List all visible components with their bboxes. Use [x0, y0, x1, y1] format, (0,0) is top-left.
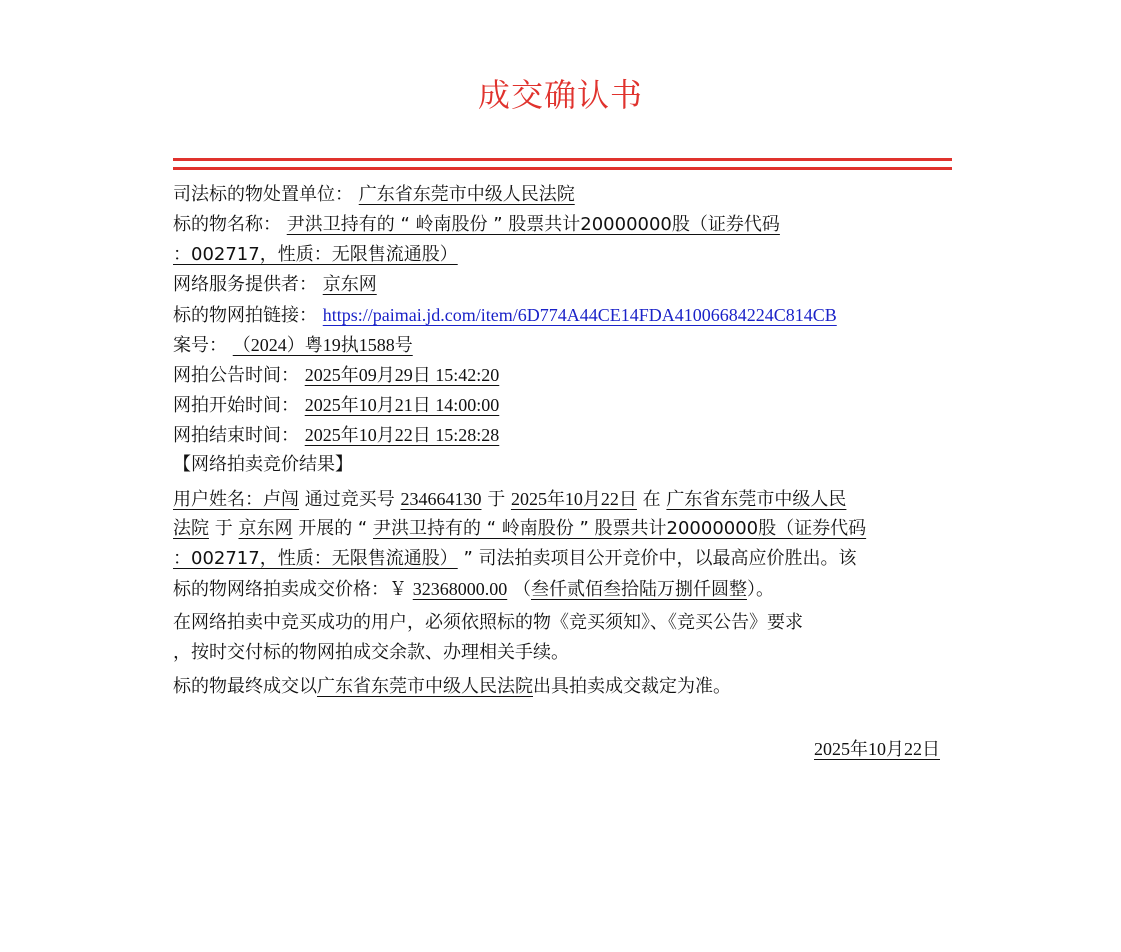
header-divider-top [173, 158, 952, 161]
result-date: 2025年10月22日 [510, 489, 637, 509]
result-court-part1: 广东省东莞市中级人民 [666, 489, 847, 510]
result-item-part1: 尹洪卫持有的 “ 岭南股份 ” 股票共计20000000股（证券代码 [372, 518, 867, 539]
final-court: 广东省东莞市中级人民法院 [317, 676, 533, 697]
result-price: 32368000.00 [412, 579, 508, 599]
announce-time-label: 网拍公告时间： [173, 365, 299, 386]
item-name-row [173, 210, 953, 240]
result-text-8: （ [512, 579, 531, 600]
provider-row [173, 270, 953, 300]
document-body [173, 180, 953, 702]
result-line-3 [173, 544, 953, 574]
result-text-2: 于 [487, 489, 506, 510]
notice-line-2: ，按时交付标的物网拍成交余款、办理相关手续。 [173, 642, 569, 663]
case-row [173, 330, 953, 360]
notice-paragraph [173, 608, 953, 668]
final-text-2: 出具拍卖成交裁定为准。 [533, 676, 731, 697]
result-line-2 [173, 514, 953, 544]
item-name-row-cont [173, 240, 953, 270]
disposal-unit-row [173, 180, 953, 210]
result-item-part2: ：002717，性质：无限售流通股） [173, 548, 458, 569]
end-time-value: 2025年10月22日 15:28:28 [304, 425, 500, 445]
link-row [173, 300, 953, 330]
result-heading: 【网络拍卖竞价结果】 [173, 454, 353, 475]
result-user: 用户姓名：卢闯 [173, 489, 299, 510]
link-label: 标的物网拍链接： [173, 305, 317, 326]
result-text-9: ）。 [746, 579, 774, 600]
document-title: 成交确认书 [477, 76, 643, 114]
result-price-words: 叁仟贰佰叁拾陆万捌仟圆整 [530, 579, 747, 600]
announce-time-value: 2025年09月29日 15:42:20 [304, 365, 500, 385]
start-time-row [173, 390, 953, 420]
case-value: （2024）粤19执1588号 [232, 335, 413, 355]
final-text-1: 标的物最终成交以 [173, 676, 317, 697]
result-text-3: 在 [642, 489, 661, 510]
end-time-row [173, 420, 953, 450]
item-name-label: 标的物名称： [173, 214, 281, 235]
provider-value: 京东网 [322, 274, 377, 295]
announce-time-row [173, 360, 953, 390]
result-text-6: ” 司法拍卖项目公开竞价中，以最高应价胜出。该 [463, 548, 857, 569]
final-statement [173, 672, 953, 702]
result-line-1 [173, 484, 953, 514]
result-line-4 [173, 574, 953, 604]
result-bid-number: 234664130 [400, 489, 482, 509]
provider-label: 网络服务提供者： [173, 274, 317, 295]
result-platform: 京东网 [238, 518, 293, 539]
end-time-label: 网拍结束时间： [173, 425, 299, 446]
disposal-unit-label: 司法标的物处置单位： [173, 184, 353, 205]
disposal-unit-value: 广东省东莞市中级人民法院 [358, 184, 575, 205]
item-name-value-line2: ：002717，性质：无限售流通股） [173, 244, 458, 265]
notice-line-1: 在网络拍卖中竞买成功的用户，必须依照标的物《竞买须知》、《竞买公告》要求 [173, 612, 803, 633]
result-court-part2: 法院 [173, 518, 209, 539]
result-text-5: 开展的 “ [298, 518, 368, 539]
result-paragraph [173, 484, 953, 604]
result-text-7: 标的物网络拍卖成交价格：￥ [173, 579, 407, 600]
start-time-value: 2025年10月21日 14:00:00 [304, 395, 500, 415]
issue-date: 2025年10月22日 [814, 739, 940, 759]
auction-link[interactable]: https://paimai.jd.com/item/6D774A44CE14FDA41006684224C814CB [322, 305, 837, 325]
header-divider-bottom [173, 167, 952, 170]
start-time-label: 网拍开始时间： [173, 395, 299, 416]
item-name-value-line1: 尹洪卫持有的 “ 岭南股份 ” 股票共计20000000股（证券代码 [286, 214, 780, 235]
result-text-4: 于 [214, 518, 233, 539]
case-label: 案号： [173, 335, 227, 356]
result-text-1: 通过竞买号 [304, 489, 395, 510]
